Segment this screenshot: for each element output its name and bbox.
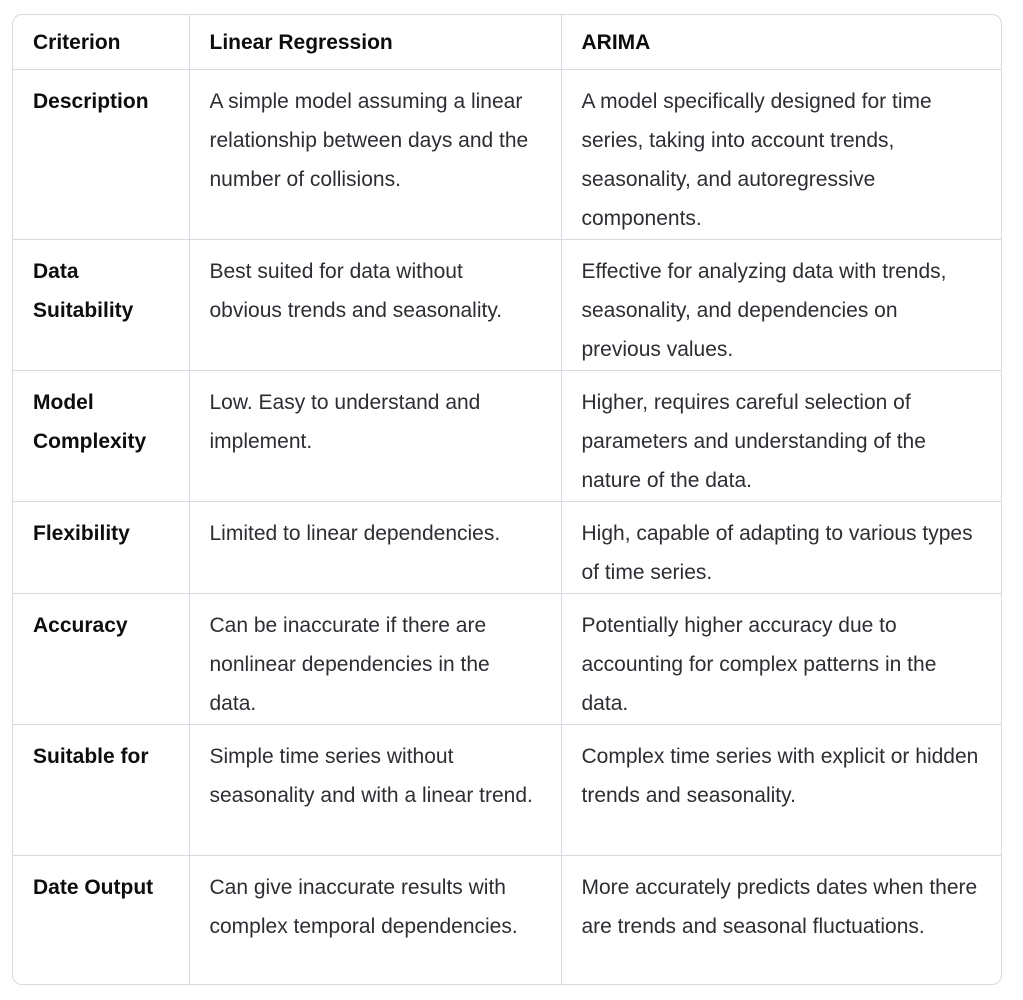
row-linear-regression: A simple model assuming a linear relationship between days and the number of collisions. — [189, 69, 561, 239]
row-linear-regression: Can give inaccurate results with complex temporal dependencies. — [189, 855, 561, 985]
row-linear-regression: Can be inaccurate if there are nonlinear dependencies in the data. — [189, 593, 561, 724]
row-linear-regression: Limited to linear dependencies. — [189, 501, 561, 593]
table-row — [13, 239, 1001, 370]
row-linear-regression: Low. Easy to understand and implement. — [189, 370, 561, 501]
row-criterion: Accuracy — [13, 593, 189, 724]
header-linear-regression: Linear Regression — [189, 15, 561, 69]
table-row — [13, 593, 1001, 724]
row-arima: Effective for analyzing data with trends, seasonality, and dependencies on previous values. — [561, 239, 1001, 370]
row-criterion: Flexibility — [13, 501, 189, 593]
header-criterion: Criterion — [13, 15, 189, 69]
table-row — [13, 69, 1001, 239]
row-criterion: Data Suitability — [13, 239, 189, 370]
row-criterion: Model Complexity — [13, 370, 189, 501]
row-arima: More accurately predicts dates when there are trends and seasonal fluctuations. — [581, 875, 978, 938]
table-row — [13, 724, 1001, 855]
row-arima: High, capable of adapting to various types of time series. — [561, 501, 1001, 593]
row-criterion: Date Output — [13, 855, 189, 985]
table-row — [13, 855, 1001, 985]
table-row — [13, 501, 1001, 593]
row-criterion: Description — [13, 69, 189, 239]
row-criterion: Suitable for — [13, 724, 189, 855]
table-row — [13, 370, 1001, 501]
row-linear-regression: Best suited for data without obvious trends and seasonality. — [189, 239, 561, 370]
comparison-table — [13, 15, 1001, 985]
row-arima: Higher, requires careful selection of parameters and understanding of the nature of the data. — [561, 370, 1001, 501]
row-linear-regression: Simple time series without seasonality and with a linear trend. — [189, 724, 561, 855]
row-arima: Potentially higher accuracy due to accounting for complex patterns in the data. — [561, 593, 1001, 724]
row-arima: Complex time series with explicit or hidden trends and seasonality. — [561, 724, 1001, 855]
header-arima: ARIMA — [561, 15, 1001, 69]
table-header-row — [13, 15, 1001, 69]
row-arima: A model specifically designed for time series, taking into account trends, seasonality, and autoregressive components. — [561, 69, 1001, 239]
comparison-table-container — [12, 14, 1002, 985]
